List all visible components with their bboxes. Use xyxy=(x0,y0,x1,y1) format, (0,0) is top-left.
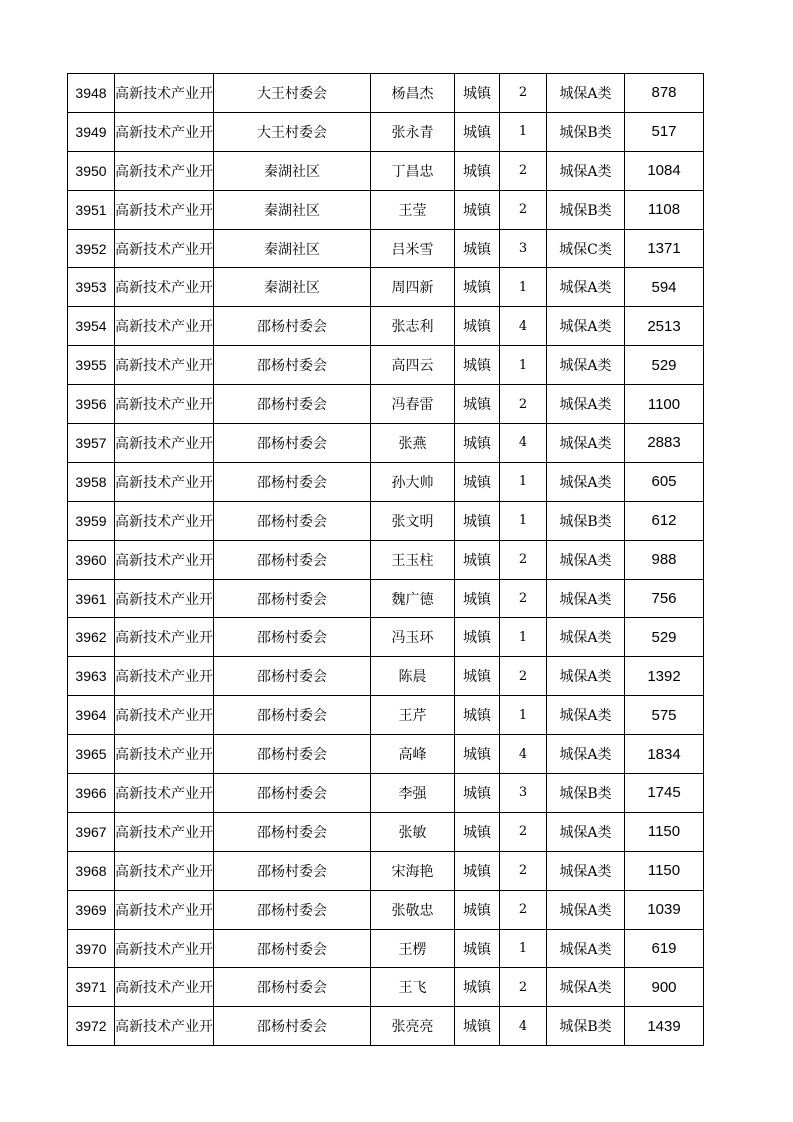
household-type-cell: 城镇 xyxy=(455,890,500,929)
community-cell: 邵杨村委会 xyxy=(214,540,371,579)
category-cell: 城保C类 xyxy=(547,229,625,268)
amount-cell: 1108 xyxy=(625,190,704,229)
district-cell xyxy=(115,696,214,735)
table-row xyxy=(68,151,704,190)
record-id-cell: 3948 xyxy=(68,74,115,113)
district-text: 高新技术产业开 xyxy=(115,980,213,997)
member-count-cell: 2 xyxy=(500,579,547,618)
name-cell: 冯玉环 xyxy=(371,618,455,657)
table-row xyxy=(68,579,704,618)
name-cell: 高峰 xyxy=(371,735,455,774)
household-type-cell: 城镇 xyxy=(455,812,500,851)
record-id-cell: 3965 xyxy=(68,735,115,774)
community-cell: 邵杨村委会 xyxy=(214,929,371,968)
category-cell: 城保A类 xyxy=(547,579,625,618)
table-row xyxy=(68,1007,704,1046)
district-cell xyxy=(115,735,214,774)
amount-cell: 1039 xyxy=(625,890,704,929)
name-cell: 王芹 xyxy=(371,696,455,735)
community-cell: 邵杨村委会 xyxy=(214,385,371,424)
household-type-cell: 城镇 xyxy=(455,151,500,190)
community-cell: 邵杨村委会 xyxy=(214,774,371,813)
member-count-cell: 2 xyxy=(500,540,547,579)
record-id-cell: 3959 xyxy=(68,501,115,540)
record-id-cell: 3966 xyxy=(68,774,115,813)
household-type-cell: 城镇 xyxy=(455,774,500,813)
community-cell: 邵杨村委会 xyxy=(214,968,371,1007)
member-count-cell: 1 xyxy=(500,346,547,385)
name-cell: 张燕 xyxy=(371,424,455,463)
member-count-cell: 2 xyxy=(500,657,547,696)
record-id-cell: 3949 xyxy=(68,112,115,151)
household-type-cell: 城镇 xyxy=(455,424,500,463)
category-cell: 城保B类 xyxy=(547,1007,625,1046)
name-cell: 周四新 xyxy=(371,268,455,307)
category-cell: 城保B类 xyxy=(547,190,625,229)
category-cell: 城保A类 xyxy=(547,268,625,307)
amount-cell: 1392 xyxy=(625,657,704,696)
record-id-cell: 3971 xyxy=(68,968,115,1007)
table-row xyxy=(68,812,704,851)
table-row xyxy=(68,540,704,579)
district-text: 高新技术产业开 xyxy=(115,124,213,141)
district-text: 高新技术产业开 xyxy=(115,163,213,180)
district-cell xyxy=(115,851,214,890)
data-table xyxy=(67,73,704,1046)
member-count-cell: 2 xyxy=(500,812,547,851)
household-type-cell: 城镇 xyxy=(455,268,500,307)
household-type-cell: 城镇 xyxy=(455,929,500,968)
category-cell: 城保A类 xyxy=(547,462,625,501)
name-cell: 王莹 xyxy=(371,190,455,229)
district-cell xyxy=(115,229,214,268)
record-id-cell: 3955 xyxy=(68,346,115,385)
household-type-cell: 城镇 xyxy=(455,851,500,890)
table-row xyxy=(68,968,704,1007)
table-row xyxy=(68,112,704,151)
record-id-cell: 3956 xyxy=(68,385,115,424)
category-cell: 城保A类 xyxy=(547,151,625,190)
community-cell: 邵杨村委会 xyxy=(214,462,371,501)
district-cell xyxy=(115,346,214,385)
member-count-cell: 1 xyxy=(500,462,547,501)
record-id-cell: 3957 xyxy=(68,424,115,463)
category-cell: 城保B类 xyxy=(547,501,625,540)
household-type-cell: 城镇 xyxy=(455,385,500,424)
table-row xyxy=(68,190,704,229)
community-cell: 大王村委会 xyxy=(214,112,371,151)
district-text: 高新技术产业开 xyxy=(115,280,213,297)
category-cell: 城保A类 xyxy=(547,74,625,113)
table-row xyxy=(68,385,704,424)
household-type-cell: 城镇 xyxy=(455,462,500,501)
record-id-cell: 3954 xyxy=(68,307,115,346)
community-cell: 秦湖社区 xyxy=(214,268,371,307)
category-cell: 城保A类 xyxy=(547,890,625,929)
amount-cell: 1439 xyxy=(625,1007,704,1046)
name-cell: 陈晨 xyxy=(371,657,455,696)
amount-cell: 1084 xyxy=(625,151,704,190)
district-cell xyxy=(115,579,214,618)
record-id-cell: 3953 xyxy=(68,268,115,307)
member-count-cell: 2 xyxy=(500,968,547,1007)
category-cell: 城保A类 xyxy=(547,696,625,735)
member-count-cell: 4 xyxy=(500,1007,547,1046)
record-id-cell: 3951 xyxy=(68,190,115,229)
member-count-cell: 1 xyxy=(500,501,547,540)
household-type-cell: 城镇 xyxy=(455,112,500,151)
name-cell: 王楞 xyxy=(371,929,455,968)
table-row xyxy=(68,618,704,657)
community-cell: 秦湖社区 xyxy=(214,229,371,268)
category-cell: 城保A类 xyxy=(547,540,625,579)
district-text: 高新技术产业开 xyxy=(115,552,213,569)
community-cell: 秦湖社区 xyxy=(214,151,371,190)
household-type-cell: 城镇 xyxy=(455,618,500,657)
household-type-cell: 城镇 xyxy=(455,307,500,346)
district-cell xyxy=(115,501,214,540)
amount-cell: 1371 xyxy=(625,229,704,268)
district-text: 高新技术产业开 xyxy=(115,319,213,336)
category-cell: 城保A类 xyxy=(547,657,625,696)
table-row xyxy=(68,735,704,774)
table-row xyxy=(68,501,704,540)
table-row xyxy=(68,851,704,890)
district-text: 高新技术产业开 xyxy=(115,358,213,375)
name-cell: 冯春雷 xyxy=(371,385,455,424)
household-type-cell: 城镇 xyxy=(455,1007,500,1046)
district-text: 高新技术产业开 xyxy=(115,824,213,841)
amount-cell: 1745 xyxy=(625,774,704,813)
member-count-cell: 1 xyxy=(500,696,547,735)
category-cell: 城保A类 xyxy=(547,851,625,890)
record-id-cell: 3970 xyxy=(68,929,115,968)
table-row xyxy=(68,268,704,307)
amount-cell: 612 xyxy=(625,501,704,540)
table-row xyxy=(68,424,704,463)
amount-cell: 1100 xyxy=(625,385,704,424)
record-id-cell: 3950 xyxy=(68,151,115,190)
name-cell: 张敬忠 xyxy=(371,890,455,929)
member-count-cell: 1 xyxy=(500,268,547,307)
name-cell: 丁昌忠 xyxy=(371,151,455,190)
name-cell: 张亮亮 xyxy=(371,1007,455,1046)
district-text: 高新技术产业开 xyxy=(115,397,213,414)
community-cell: 邵杨村委会 xyxy=(214,735,371,774)
amount-cell: 605 xyxy=(625,462,704,501)
record-id-cell: 3972 xyxy=(68,1007,115,1046)
name-cell: 张文明 xyxy=(371,501,455,540)
category-cell: 城保A类 xyxy=(547,346,625,385)
record-id-cell: 3969 xyxy=(68,890,115,929)
district-text: 高新技术产业开 xyxy=(115,785,213,802)
household-type-cell: 城镇 xyxy=(455,229,500,268)
record-id-cell: 3960 xyxy=(68,540,115,579)
record-id-cell: 3952 xyxy=(68,229,115,268)
district-text: 高新技术产业开 xyxy=(115,435,213,452)
community-cell: 邵杨村委会 xyxy=(214,346,371,385)
community-cell: 邵杨村委会 xyxy=(214,579,371,618)
table-row xyxy=(68,462,704,501)
district-cell xyxy=(115,74,214,113)
district-cell xyxy=(115,424,214,463)
amount-cell: 529 xyxy=(625,618,704,657)
household-type-cell: 城镇 xyxy=(455,540,500,579)
district-text: 高新技术产业开 xyxy=(115,747,213,764)
category-cell: 城保A类 xyxy=(547,968,625,1007)
household-type-cell: 城镇 xyxy=(455,74,500,113)
district-cell xyxy=(115,268,214,307)
district-cell xyxy=(115,774,214,813)
community-cell: 秦湖社区 xyxy=(214,190,371,229)
district-text: 高新技术产业开 xyxy=(115,863,213,880)
member-count-cell: 3 xyxy=(500,229,547,268)
name-cell: 魏广德 xyxy=(371,579,455,618)
category-cell: 城保A类 xyxy=(547,618,625,657)
district-text: 高新技术产业开 xyxy=(115,513,213,530)
category-cell: 城保A类 xyxy=(547,307,625,346)
category-cell: 城保A类 xyxy=(547,929,625,968)
amount-cell: 594 xyxy=(625,268,704,307)
table-row xyxy=(68,929,704,968)
name-cell: 张永青 xyxy=(371,112,455,151)
name-cell: 吕米雪 xyxy=(371,229,455,268)
community-cell: 邵杨村委会 xyxy=(214,657,371,696)
amount-cell: 517 xyxy=(625,112,704,151)
member-count-cell: 2 xyxy=(500,851,547,890)
household-type-cell: 城镇 xyxy=(455,190,500,229)
name-cell: 张志利 xyxy=(371,307,455,346)
table-row xyxy=(68,696,704,735)
table-row xyxy=(68,74,704,113)
community-cell: 邵杨村委会 xyxy=(214,851,371,890)
district-text: 高新技术产业开 xyxy=(115,202,213,219)
community-cell: 邵杨村委会 xyxy=(214,424,371,463)
district-cell xyxy=(115,151,214,190)
district-cell xyxy=(115,812,214,851)
household-type-cell: 城镇 xyxy=(455,501,500,540)
amount-cell: 900 xyxy=(625,968,704,1007)
district-cell xyxy=(115,385,214,424)
district-cell xyxy=(115,540,214,579)
amount-cell: 878 xyxy=(625,74,704,113)
household-type-cell: 城镇 xyxy=(455,579,500,618)
amount-cell: 756 xyxy=(625,579,704,618)
record-id-cell: 3963 xyxy=(68,657,115,696)
record-id-cell: 3967 xyxy=(68,812,115,851)
member-count-cell: 4 xyxy=(500,307,547,346)
member-count-cell: 1 xyxy=(500,112,547,151)
district-text: 高新技术产业开 xyxy=(115,85,213,102)
category-cell: 城保A类 xyxy=(547,385,625,424)
member-count-cell: 1 xyxy=(500,929,547,968)
household-type-cell: 城镇 xyxy=(455,657,500,696)
district-cell xyxy=(115,890,214,929)
table-row xyxy=(68,890,704,929)
district-cell xyxy=(115,968,214,1007)
district-cell xyxy=(115,1007,214,1046)
district-text: 高新技术产业开 xyxy=(115,241,213,258)
member-count-cell: 1 xyxy=(500,618,547,657)
record-id-cell: 3962 xyxy=(68,618,115,657)
name-cell: 杨昌杰 xyxy=(371,74,455,113)
record-id-cell: 3964 xyxy=(68,696,115,735)
district-cell xyxy=(115,618,214,657)
district-text: 高新技术产业开 xyxy=(115,1019,213,1036)
amount-cell: 988 xyxy=(625,540,704,579)
community-cell: 邵杨村委会 xyxy=(214,618,371,657)
amount-cell: 529 xyxy=(625,346,704,385)
record-id-cell: 3961 xyxy=(68,579,115,618)
category-cell: 城保A类 xyxy=(547,424,625,463)
household-type-cell: 城镇 xyxy=(455,346,500,385)
district-cell xyxy=(115,112,214,151)
table-row xyxy=(68,657,704,696)
district-text: 高新技术产业开 xyxy=(115,941,213,958)
member-count-cell: 3 xyxy=(500,774,547,813)
district-text: 高新技术产业开 xyxy=(115,630,213,647)
table-row xyxy=(68,229,704,268)
district-text: 高新技术产业开 xyxy=(115,708,213,725)
category-cell: 城保B类 xyxy=(547,112,625,151)
community-cell: 邵杨村委会 xyxy=(214,890,371,929)
member-count-cell: 2 xyxy=(500,151,547,190)
district-cell xyxy=(115,190,214,229)
district-text: 高新技术产业开 xyxy=(115,474,213,491)
category-cell: 城保A类 xyxy=(547,735,625,774)
record-id-cell: 3958 xyxy=(68,462,115,501)
amount-cell: 1150 xyxy=(625,851,704,890)
member-count-cell: 4 xyxy=(500,424,547,463)
amount-cell: 619 xyxy=(625,929,704,968)
household-type-cell: 城镇 xyxy=(455,735,500,774)
name-cell: 张敏 xyxy=(371,812,455,851)
table-row xyxy=(68,307,704,346)
member-count-cell: 4 xyxy=(500,735,547,774)
community-cell: 邵杨村委会 xyxy=(214,1007,371,1046)
household-type-cell: 城镇 xyxy=(455,696,500,735)
district-cell xyxy=(115,929,214,968)
amount-cell: 1150 xyxy=(625,812,704,851)
community-cell: 邵杨村委会 xyxy=(214,696,371,735)
amount-cell: 2883 xyxy=(625,424,704,463)
amount-cell: 1834 xyxy=(625,735,704,774)
community-cell: 邵杨村委会 xyxy=(214,307,371,346)
name-cell: 高四云 xyxy=(371,346,455,385)
category-cell: 城保A类 xyxy=(547,812,625,851)
district-cell xyxy=(115,307,214,346)
community-cell: 邵杨村委会 xyxy=(214,501,371,540)
record-id-cell: 3968 xyxy=(68,851,115,890)
member-count-cell: 2 xyxy=(500,385,547,424)
name-cell: 宋海艳 xyxy=(371,851,455,890)
table-body xyxy=(68,74,704,1046)
name-cell: 李强 xyxy=(371,774,455,813)
member-count-cell: 2 xyxy=(500,190,547,229)
name-cell: 王玉柱 xyxy=(371,540,455,579)
name-cell: 孙大帅 xyxy=(371,462,455,501)
table-row xyxy=(68,346,704,385)
name-cell: 王飞 xyxy=(371,968,455,1007)
community-cell: 大王村委会 xyxy=(214,74,371,113)
district-text: 高新技术产业开 xyxy=(115,669,213,686)
member-count-cell: 2 xyxy=(500,74,547,113)
category-cell: 城保B类 xyxy=(547,774,625,813)
member-count-cell: 2 xyxy=(500,890,547,929)
household-type-cell: 城镇 xyxy=(455,968,500,1007)
district-text: 高新技术产业开 xyxy=(115,591,213,608)
table-row xyxy=(68,774,704,813)
amount-cell: 2513 xyxy=(625,307,704,346)
district-cell xyxy=(115,462,214,501)
amount-cell: 575 xyxy=(625,696,704,735)
district-cell xyxy=(115,657,214,696)
district-text: 高新技术产业开 xyxy=(115,902,213,919)
community-cell: 邵杨村委会 xyxy=(214,812,371,851)
